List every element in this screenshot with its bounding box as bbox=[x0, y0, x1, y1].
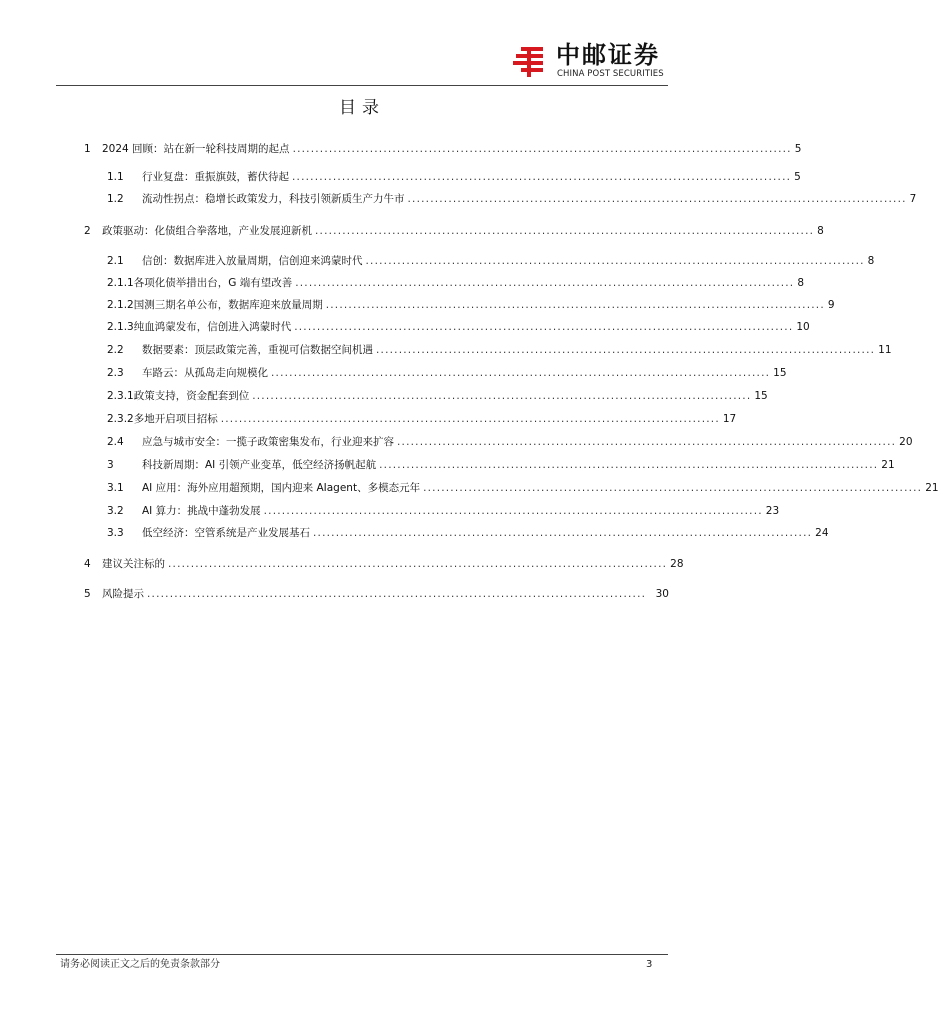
toc-leader-dots: .............................................................................................................. bbox=[379, 459, 879, 471]
toc-entry[interactable] bbox=[107, 387, 768, 405]
china-post-logo-icon bbox=[512, 45, 548, 79]
toc-entry-page: 20 bbox=[899, 436, 913, 448]
toc-entry-number: 2.3.1 bbox=[107, 390, 134, 402]
toc-leader-dots: .............................................................................................................. bbox=[423, 482, 923, 494]
toc-entry-number: 2.1.2 bbox=[107, 299, 134, 311]
toc-entry-title: 风险提示 bbox=[102, 588, 144, 600]
toc-leader-dots: .............................................................................................................. bbox=[397, 436, 897, 448]
toc-entry-title: 低空经济：空管系统是产业发展基石 bbox=[142, 527, 310, 539]
toc-entry-title: 政策支持，资金配套到位 bbox=[133, 390, 250, 402]
toc-leader-dots: .............................................................................................................. bbox=[294, 321, 794, 333]
toc-entry-title: 建议关注标的 bbox=[102, 558, 165, 570]
toc-entry[interactable] bbox=[107, 252, 875, 270]
toc-entry-page: 30 bbox=[655, 588, 669, 600]
toc-entry-title: 科技新周期：AI 引领产业变革，低空经济扬帆起航 bbox=[142, 459, 377, 471]
toc-entry-page: 21 bbox=[925, 482, 939, 494]
toc-leader-dots: .............................................................................................................. bbox=[315, 225, 815, 237]
toc-entry-number: 1.2 bbox=[107, 193, 124, 205]
toc-leader-dots: .............................................................................................................. bbox=[295, 277, 795, 289]
toc-entry-number: 5 bbox=[84, 588, 91, 600]
toc-leader-dots: .............................................................................................................. bbox=[292, 171, 792, 183]
toc-entry-number: 3.1 bbox=[107, 482, 124, 494]
toc-entry-page: 8 bbox=[867, 255, 875, 267]
toc-entry-page: 9 bbox=[827, 299, 835, 311]
toc-entry-number: 3 bbox=[107, 459, 114, 471]
toc-entry-page: 5 bbox=[794, 143, 802, 155]
header-divider bbox=[56, 85, 668, 86]
toc-entry-title: 行业复盘：重振旗鼓，蓄伏待起 bbox=[142, 171, 289, 183]
toc-entry-title: 多地开启项目招标 bbox=[133, 413, 218, 425]
toc-entry-number: 1 bbox=[84, 143, 91, 155]
toc-entry-number: 2.2 bbox=[107, 344, 124, 356]
brand-name-cn: 中邮证券 bbox=[556, 41, 660, 69]
toc-entry-page: 8 bbox=[817, 225, 824, 237]
toc-entry-page: 7 bbox=[909, 193, 917, 205]
toc-leader-dots: .............................................................................................................. bbox=[271, 367, 771, 379]
toc-entry-title: AI 算力：挑战中蓬勃发展 bbox=[142, 505, 261, 517]
toc-leader-dots: .............................................................................................................. bbox=[263, 505, 763, 517]
toc-entry-number: 2.3 bbox=[107, 367, 124, 379]
toc-entry-page: 23 bbox=[765, 505, 780, 517]
toc-entry[interactable] bbox=[107, 433, 913, 451]
toc-title: 目录 bbox=[339, 98, 385, 118]
toc-entry-number: 1.1 bbox=[107, 171, 124, 183]
toc-entry-number: 2.1.1 bbox=[107, 277, 134, 289]
toc-entry-title: 应急与城市安全：一揽子政策密集发布，行业迎来扩容 bbox=[142, 436, 394, 448]
toc-entry-number: 3.3 bbox=[107, 527, 124, 539]
toc-entry-number: 2 bbox=[84, 225, 91, 237]
toc-entry-title: 各项化债举措出台，G 端有望改善 bbox=[133, 277, 293, 289]
toc-entry[interactable] bbox=[107, 479, 939, 497]
toc-entry[interactable] bbox=[84, 222, 824, 240]
toc-entry-page: 21 bbox=[881, 459, 895, 471]
toc-leader-dots: .............................................................................................................. bbox=[325, 299, 825, 311]
toc-leader-dots: .............................................................................................................. bbox=[407, 193, 907, 205]
toc-entry-title: 国测三期名单公布，数据库迎来放量周期 bbox=[133, 299, 323, 311]
toc-entry[interactable] bbox=[107, 364, 787, 382]
toc-entry-title: AI 应用：海外应用超预期，国内迎来 AIagent、多模态元年 bbox=[142, 482, 421, 494]
toc-entry-title: 2024 回顾：站在新一轮科技周期的起点 bbox=[102, 143, 290, 155]
brand-name-en: CHINA POST SECURITIES bbox=[557, 69, 664, 79]
toc-entry-title: 政策驱动：化债组合拳落地，产业发展迎新机 bbox=[102, 225, 312, 237]
toc-leader-dots: .............................................................................................................. bbox=[292, 143, 792, 155]
disclaimer-note: 请务必阅读正文之后的免责条款部分 bbox=[60, 959, 220, 970]
toc-entry[interactable] bbox=[107, 456, 895, 474]
toc-leader-dots: .............................................................................................................. bbox=[168, 558, 668, 570]
toc-leader-dots: .............................................................................................................. bbox=[376, 344, 876, 356]
toc-entry[interactable] bbox=[107, 524, 829, 542]
toc-entry-page: 10 bbox=[796, 321, 810, 333]
toc-entry-title: 数据要素：顶层政策完善，重视可信数据空间机遇 bbox=[142, 344, 373, 356]
toc-entry[interactable] bbox=[84, 585, 669, 603]
toc-entry-title: 信创：数据库进入放量周期，信创迎来鸿蒙时代 bbox=[142, 255, 363, 267]
toc-leader-dots: .............................................................................................................. bbox=[147, 588, 647, 600]
toc-entry-title: 车路云：从孤岛走向规模化 bbox=[142, 367, 268, 379]
toc-entry[interactable] bbox=[84, 140, 802, 158]
toc-entry[interactable] bbox=[107, 318, 810, 336]
footer-divider bbox=[56, 954, 668, 955]
toc-leader-dots: .............................................................................................................. bbox=[313, 527, 813, 539]
page-header bbox=[0, 0, 724, 90]
toc-entry-number: 2.3.2 bbox=[107, 413, 134, 425]
toc-entry[interactable] bbox=[107, 502, 780, 520]
toc-entry-number: 2.4 bbox=[107, 436, 124, 448]
toc-entry[interactable] bbox=[107, 168, 801, 186]
toc-entry-page: 28 bbox=[670, 558, 684, 570]
toc-entry-page: 11 bbox=[878, 344, 892, 356]
page-number: 3 bbox=[646, 959, 653, 970]
toc-entry[interactable] bbox=[107, 296, 835, 314]
toc-leader-dots: .............................................................................................................. bbox=[365, 255, 865, 267]
toc-entry-number: 4 bbox=[84, 558, 91, 570]
toc-entry[interactable] bbox=[107, 410, 737, 428]
toc-entry-page: 15 bbox=[754, 390, 768, 402]
toc-entry-title: 纯血鸿蒙发布，信创进入鸿蒙时代 bbox=[133, 321, 292, 333]
toc-entry-page: 24 bbox=[815, 527, 829, 539]
toc-leader-dots: .............................................................................................................. bbox=[252, 390, 752, 402]
toc-entry[interactable] bbox=[107, 190, 917, 208]
toc-entry-page: 17 bbox=[722, 413, 737, 425]
toc-entry-page: 8 bbox=[797, 277, 805, 289]
toc-entry-number: 2.1.3 bbox=[107, 321, 134, 333]
toc-entry[interactable] bbox=[107, 341, 892, 359]
toc-entry-number: 3.2 bbox=[107, 505, 124, 517]
toc-entry-page: 15 bbox=[773, 367, 787, 379]
toc-entry-title: 流动性拐点：稳增长政策发力，科技引领新质生产力牛市 bbox=[142, 193, 405, 205]
toc-entry[interactable] bbox=[84, 555, 684, 573]
toc-entry-number: 2.1 bbox=[107, 255, 124, 267]
toc-entry[interactable] bbox=[107, 274, 805, 292]
toc-leader-dots: .............................................................................................................. bbox=[220, 413, 720, 425]
toc-entry-page: 5 bbox=[794, 171, 801, 183]
